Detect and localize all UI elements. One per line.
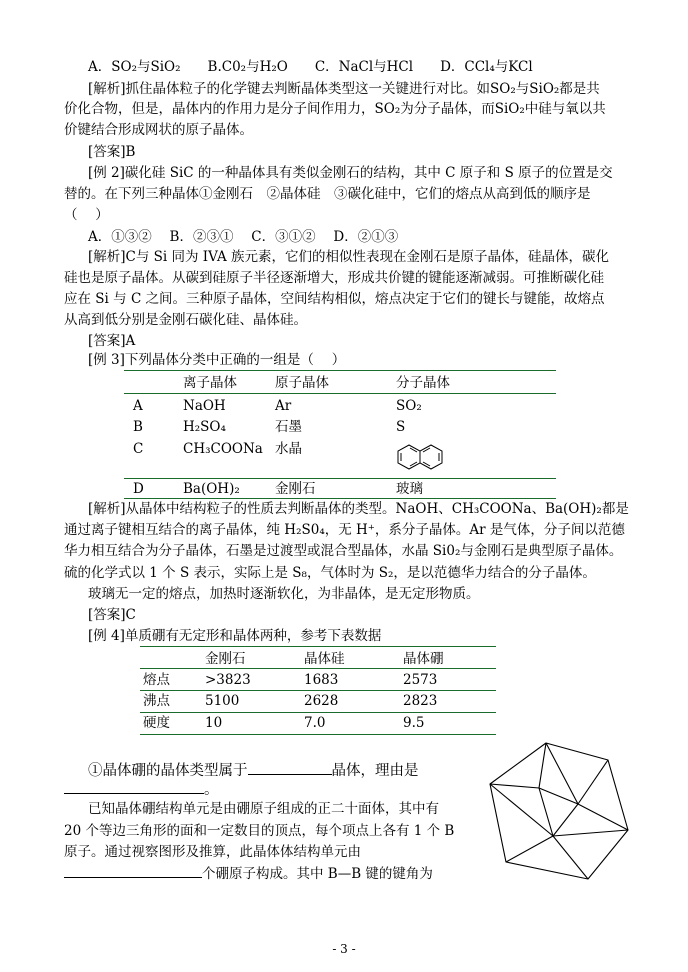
table-cell: 9.5 — [403, 715, 425, 731]
example3-answer: [答案]C — [88, 607, 136, 623]
part2-text: 个硼原子构成。其中 B—B 键的键角为 — [202, 866, 433, 882]
example3-question: [例 3]下列晶体分类中正确的一组是（ ） — [88, 352, 346, 368]
example2-question-line-1: [例 2]碳化硅 SiC 的一种晶体具有类似金刚石的结构，其中 C 原子和 S 原子的位置是交 — [88, 165, 613, 181]
table-cell: 2573 — [403, 672, 438, 688]
example1-analysis-line-3: 价键结合形成网状的原子晶体。 — [64, 122, 253, 138]
table-row-label: 硬度 — [143, 715, 170, 731]
table-cell: 玻璃 — [396, 481, 423, 497]
example2-options: A．①③② B．②③① C．③①② D．②①③ — [88, 229, 399, 245]
table-cell: >3823 — [205, 672, 251, 688]
example4-part2-line-3: 原子。通过视察图形及推算，此晶体体结构单元由 — [64, 844, 361, 860]
table-header-boron: 晶体硼 — [403, 651, 444, 667]
example2-analysis-line-4: 从高到低分别是金刚石碳化硅、晶体硅。 — [64, 312, 307, 328]
table-row-label: A — [133, 398, 143, 414]
icosahedron-figure — [478, 738, 638, 884]
table-row-label: 熔点 — [143, 672, 170, 688]
table-cell: 1683 — [304, 672, 339, 688]
table-header-rule — [124, 393, 556, 394]
table-row-label: D — [133, 481, 144, 497]
table-cell: 2823 — [403, 693, 438, 709]
table-bottom-rule — [124, 498, 556, 499]
table-cell: 5100 — [205, 693, 240, 709]
example4-part2-line-4 — [64, 863, 433, 883]
table-bottom-rule — [140, 734, 496, 735]
example1-answer: [答案]B — [88, 144, 136, 160]
table-cell: 2628 — [304, 693, 339, 709]
table-cell: S — [396, 419, 406, 435]
outer-outline — [490, 743, 628, 879]
example1-options: A．SO₂与SiO₂ B.C0₂与H₂O C．NaCl与HCl D．CCl₄与KCl — [88, 59, 533, 75]
example2-analysis-line-1: [解析]C与 Si 同为 IVA 族元素，它们的相似性表现在金刚石是原子晶体，硅晶体，碳化 — [88, 249, 610, 265]
table-header-rule — [140, 668, 496, 669]
answer-blank — [64, 779, 204, 794]
table-cell: Ar — [275, 398, 292, 414]
table-header-ionic: 离子晶体 — [183, 375, 237, 391]
example4-part1-line — [88, 760, 419, 780]
page-number: - 3 - — [332, 942, 356, 956]
table-cell: 石墨 — [275, 419, 302, 435]
example2-analysis-line-2: 硅也是原子晶体。从碳到硅原子半径逐渐增大，形成共价键的键能逐渐减弱。可推断碳化硅 — [64, 270, 604, 286]
example2-answer: [答案]A — [88, 333, 136, 349]
table-row-label: B — [133, 419, 143, 435]
table-cell: 7.0 — [304, 715, 326, 731]
table-header-diamond: 金刚石 — [205, 651, 246, 667]
example3-analysis-line-2: 通过离子键相互结合的离子晶体，纯 H₂S0₄，无 H⁺，系分子晶体。Ar 是气体，分子间以范德 — [64, 522, 625, 538]
table-header-atomic: 原子晶体 — [275, 375, 329, 391]
table-row-label: C — [133, 441, 144, 457]
example4-part1-line-2 — [64, 779, 219, 799]
example2-question-line-3: （ ） — [64, 207, 109, 223]
example1-analysis-line-2: 价化合物，但是，晶体内的作用力是分子间作用力，SO₂为分子晶体，而SiO₂中硅与氧以共 — [64, 101, 606, 117]
answer-blank — [64, 863, 202, 878]
naphthalene-structure-icon — [396, 442, 446, 472]
table-cell: H₂SO₄ — [183, 419, 226, 435]
table-cell: 金刚石 — [275, 481, 316, 497]
example2-question-line-2: 替的。在下列三种晶体①金刚石 ②晶体硅 ③碳化硅中，它们的熔点从高到低的顺序是 — [64, 186, 591, 202]
answer-blank — [248, 760, 332, 775]
table-top-rule — [140, 646, 496, 647]
table-cell: SO₂ — [396, 398, 422, 414]
table-row-label: 沸点 — [143, 693, 170, 709]
example3-analysis-line-1: [解析]从晶体中结构粒子的性质去判断晶体的类型。NaOH、CH₃COONa、Ba(OH)₂都是 — [88, 501, 629, 517]
example4-question: [例 4]单质硼有无定形和晶体两种，参考下表数据 — [88, 628, 382, 644]
table-top-rule — [124, 370, 556, 371]
table-cell: NaOH — [183, 398, 226, 414]
table-cell: Ba(OH)₂ — [183, 481, 240, 497]
example3-analysis-line-3: 华力相互结合为分子晶体，石墨是过渡型或混合型晶体，水晶 Si0₂与金刚石是典型原子晶体。 — [64, 543, 623, 559]
table-row-rule — [140, 712, 496, 713]
example3-analysis-line-4: 硫的化学式以 1 个 S 表示，实际上是 S₈，气体时为 S₂，是以范德华力结合的分子晶体。 — [64, 565, 596, 581]
example1-analysis-line-1: [解析]抓住晶体粒子的化学键去判断晶体类型这一关键进行对比。如SO₂与SiO₂都是共 — [88, 81, 600, 97]
table-cell: CH₃COONa — [183, 441, 263, 457]
table-header-molecular: 分子晶体 — [396, 375, 450, 391]
example4-part2-line-2: 20 个等边三角形的面和一定数目的顶点，每个项点上各有 1 个 B — [64, 823, 455, 839]
example3-analysis-line-5: 玻璃无一定的熔点，加热时逐渐软化，为非晶体，是无定形物质。 — [88, 586, 480, 602]
example2-analysis-line-3: 应在 Si 与 C 之间。三种原子晶体，空间结构相似，熔点决定于它们的键长与键能，故熔点 — [64, 291, 605, 307]
table-cell: 10 — [205, 715, 223, 731]
table-cell: 水晶 — [275, 441, 302, 457]
part1-text-b: 晶体，理由是 — [331, 763, 419, 779]
table-header-silicon: 晶体硅 — [304, 651, 345, 667]
table-row-rule — [124, 478, 556, 479]
part1-text-a: ①晶体硼的晶体类型属于 — [88, 763, 248, 779]
example4-part2-line-1: 已知晶体硼结构单元是由硼原子组成的正二十面体，其中有 — [88, 801, 439, 817]
part1-text-c: 。 — [204, 782, 219, 798]
table-row-rule — [140, 690, 496, 691]
